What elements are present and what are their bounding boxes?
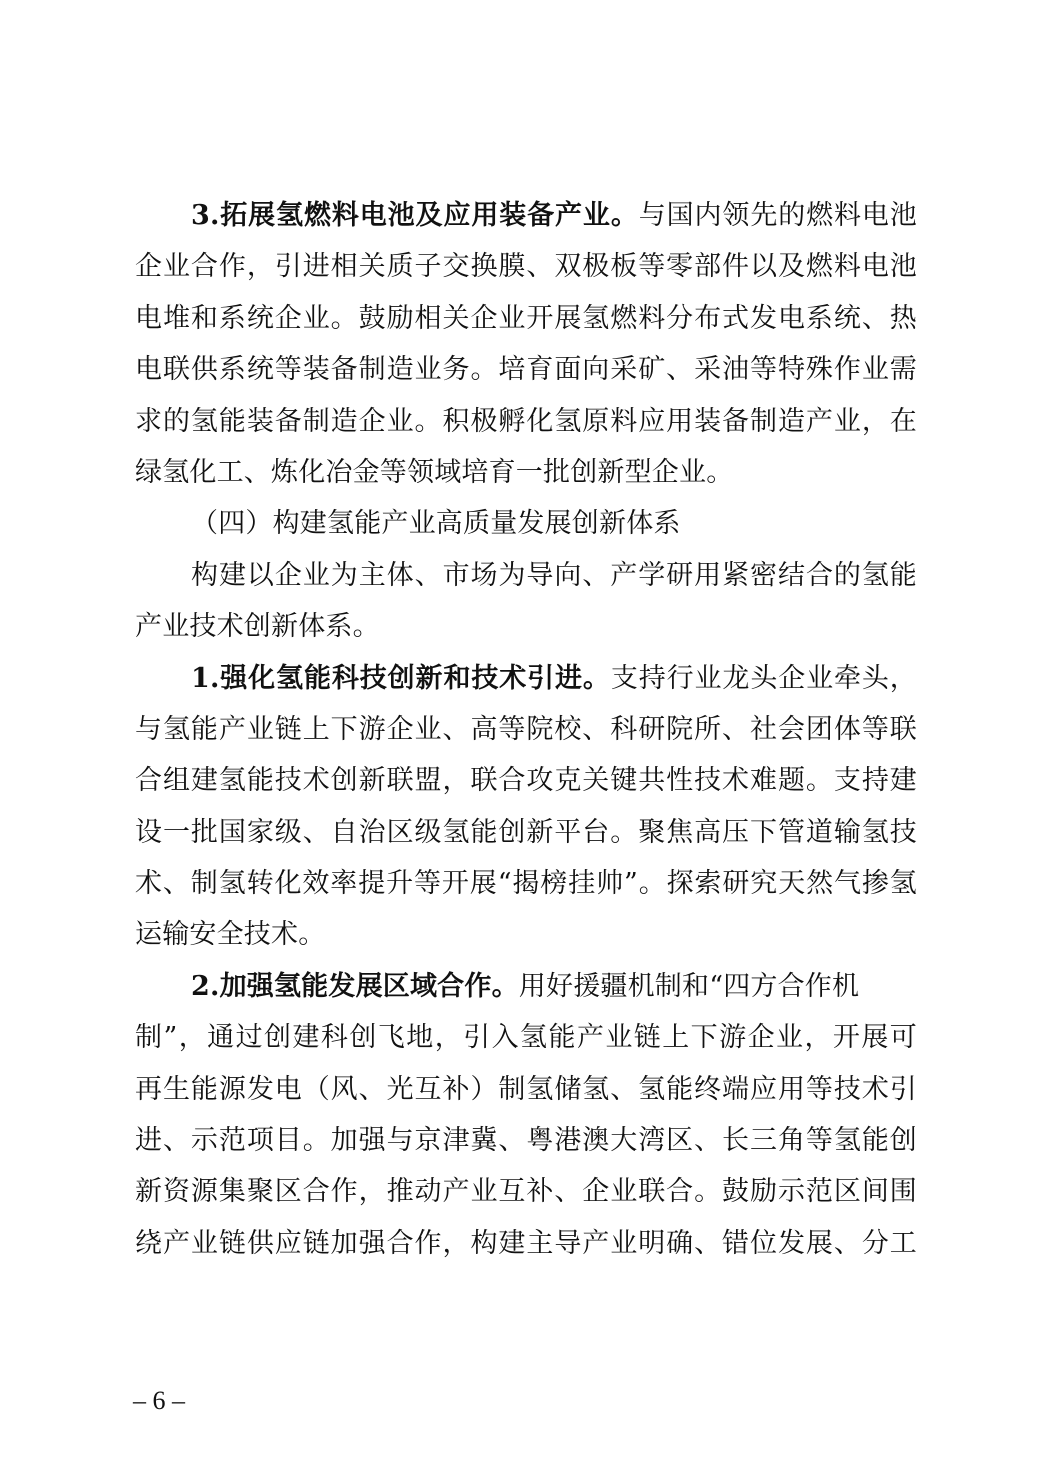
text-line (135, 1012, 917, 1063)
line-text: 求的氢能装备制造企业。积极孵化氢原料应用装备制造产业，在 (135, 405, 917, 437)
text-line (135, 909, 917, 960)
text-line (135, 653, 917, 704)
text-line (135, 1115, 917, 1166)
line-text: 进、示范项目。加强与京津冀、粤港澳大湾区、长三角等氢能创 (135, 1125, 917, 1157)
section-heading: 3.拓展氢燃料电池及应用装备产业。 (191, 200, 639, 231)
line-text: 新资源集聚区合作，推动产业互补、企业联合。鼓励示范区间围 (135, 1176, 917, 1208)
line-text: 制”，通过创建科创飞地，引入氢能产业链上下游企业，开展可 (135, 1022, 917, 1054)
line-text: 企业合作，引进相关质子交换膜、双极板等零部件以及燃料电池 (135, 251, 917, 283)
line-text: 用好援疆机制和“四方合作机 (518, 970, 860, 1002)
line-text: 绿氢化工、炼化冶金等领域培育一批创新型企业。 (135, 456, 734, 488)
text-line (135, 293, 917, 344)
text-line (135, 961, 917, 1012)
text-line (135, 550, 917, 601)
line-text: 产业技术创新体系。 (135, 611, 380, 643)
text-line (135, 1218, 917, 1269)
text-line (135, 447, 917, 498)
text-line (135, 807, 917, 858)
line-text: 运输安全技术。 (135, 919, 326, 951)
text-line (135, 344, 917, 395)
line-text: 与国内领先的燃料电池 (638, 200, 918, 231)
document-body (135, 190, 917, 1269)
text-line (135, 755, 917, 806)
line-text: 设一批国家级、自治区级氢能创新平台。聚焦高压下管道输氢技 (135, 816, 917, 848)
line-text: 再生能源发电（风、光互补）制氢储氢、氢能终端应用等技术引 (135, 1073, 917, 1105)
line-text: 构建以企业为主体、市场为导向、产学研用紧密结合的氢能 (191, 559, 917, 591)
text-line (135, 858, 917, 909)
text-line (135, 241, 917, 292)
line-text: 支持行业龙头企业牵头， (610, 662, 918, 694)
page-number: – 6 – (133, 1386, 185, 1415)
text-line (135, 1166, 917, 1217)
line-text: 术、制氢转化效率提升等开展“揭榜挂帅”。探索研究天然气掺氢 (135, 868, 917, 900)
text-line (135, 190, 917, 241)
text-line (135, 396, 917, 447)
line-text: 与氢能产业链上下游企业、高等院校、科研院所、社会团体等联 (135, 713, 917, 745)
line-text: 电堆和系统企业。鼓励相关企业开展氢燃料分布式发电系统、热 (135, 302, 917, 334)
text-line (135, 601, 917, 652)
section-heading: 2.加强氢能发展区域合作。 (191, 970, 519, 1002)
section-heading: 1.强化氢能科技创新和技术引进。 (191, 662, 611, 694)
line-text: 电联供系统等装备制造业务。培育面向采矿、采油等特殊作业需 (135, 354, 917, 386)
text-line (135, 704, 917, 755)
line-text: 合组建氢能技术创新联盟，联合攻克关键共性技术难题。支持建 (135, 765, 917, 797)
line-text: 绕产业链供应链加强合作，构建主导产业明确、错位发展、分工 (135, 1227, 917, 1259)
line-text: （四）构建氢能产业高质量发展创新体系 (191, 508, 681, 540)
text-line (135, 1064, 917, 1115)
text-line (135, 498, 917, 549)
